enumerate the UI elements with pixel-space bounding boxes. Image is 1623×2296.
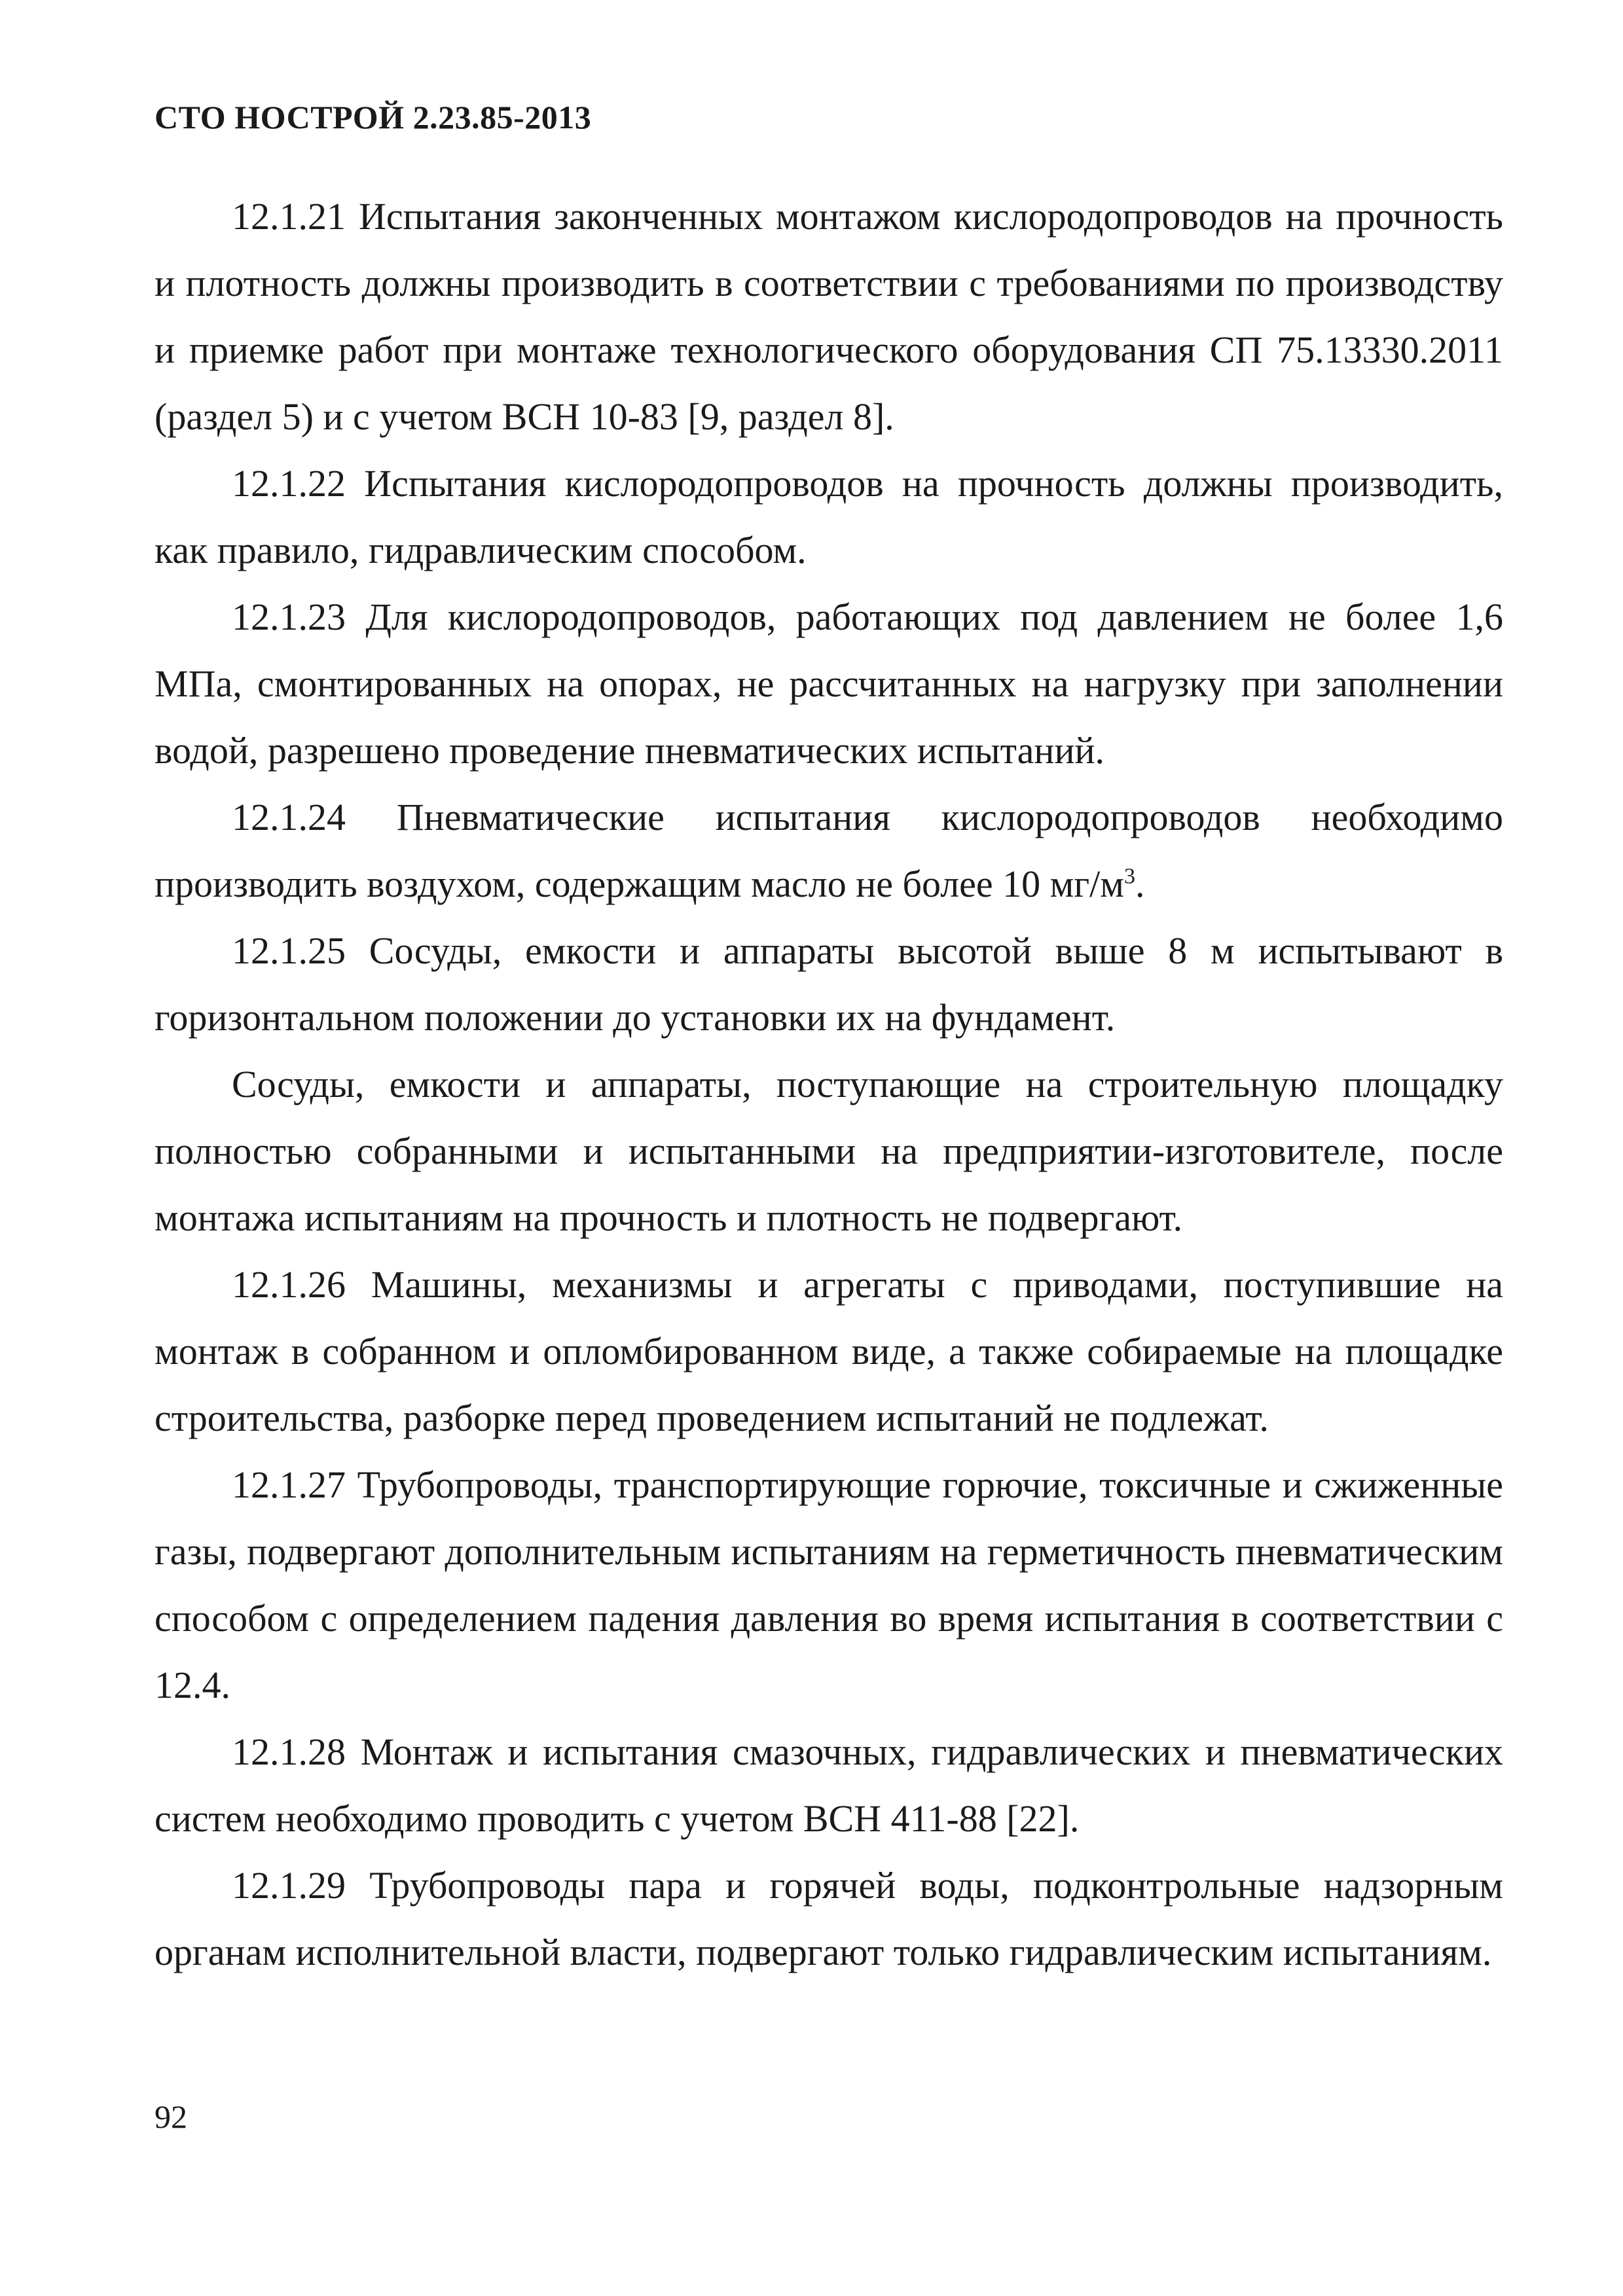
paragraph-text: Сосуды, емкости и аппараты, поступающие на строительную площадку полностью собранными и испытанными на предприятии-изготовителе, после монтажа испытаниям на прочность и плотность не подвергают. — [155, 1063, 1503, 1239]
paragraph-12-1-23 — [155, 584, 1503, 784]
paragraph-text: Испытания кислородопроводов на прочность должны производить, как правило, гидравлическим способом. — [155, 462, 1504, 571]
document-header: СТО НОСТРОЙ 2.23.85-2013 — [155, 99, 592, 135]
paragraph-number: 12.1.29 — [232, 1864, 346, 1907]
paragraph-12-1-27 — [155, 1452, 1503, 1719]
page-number: 92 — [155, 2098, 187, 2135]
paragraph-text: Пневматические испытания кислородопроводов необходимо производить воздухом, содержащим масло не более 10 мг/м — [155, 796, 1504, 905]
paragraph-number: 12.1.21 — [232, 195, 346, 238]
paragraph-12-1-24 — [155, 784, 1503, 918]
paragraph-text-end: . — [1135, 863, 1145, 905]
paragraph-12-1-26 — [155, 1251, 1503, 1452]
unit-superscript: 3 — [1123, 864, 1135, 889]
paragraph-text: Для кислородопроводов, работающих под давлением не более 1,6 МПа, смонтированных на опорах, не рассчитанных на нагрузку при заполнении водой, разрешено проведение пневматических испытаний. — [155, 596, 1504, 772]
paragraph-text: Машины, механизмы и агрегаты с приводами, поступившие на монтаж в собранном и опломбированном виде, а также собираемые на площадке строительства, разборке перед проведением испытаний не подлежат. — [155, 1263, 1503, 1439]
paragraph-number: 12.1.22 — [232, 462, 346, 505]
paragraph-12-1-29 — [155, 1852, 1503, 1986]
paragraph-12-1-28 — [155, 1719, 1503, 1852]
paragraph-text: Испытания законченных монтажом кислородопроводов на прочность и плотность должны производить в соответствии с требованиями по производству и приемке работ при монтаже технологического оборудования СП 75.13330.2011 (раздел 5) и с учетом ВСН 10-83 [9, раздел 8]. — [155, 195, 1504, 438]
paragraph-number: 12.1.26 — [232, 1263, 346, 1306]
paragraph-number: 12.1.27 — [232, 1463, 346, 1506]
paragraph-12-1-22 — [155, 450, 1503, 584]
paragraph-12-1-25-continuation — [155, 1051, 1503, 1251]
paragraph-number: 12.1.23 — [232, 596, 346, 638]
paragraph-number: 12.1.24 — [232, 796, 346, 838]
paragraph-number: 12.1.25 — [232, 929, 346, 972]
paragraph-12-1-25 — [155, 918, 1503, 1051]
paragraph-text: Трубопроводы, транспортирующие горючие, токсичные и сжиженные газы, подвергают дополнительным испытаниям на герметичность пневматическим способом с определением падения давления во время испытания в соответствии с 12.4. — [155, 1463, 1503, 1706]
paragraph-12-1-21 — [155, 183, 1503, 450]
document-body — [155, 183, 1503, 1986]
paragraph-text: Трубопроводы пара и горячей воды, подконтрольные надзорным органам исполнительной власти, подвергают только гидравлическим испытаниям. — [155, 1864, 1503, 1973]
paragraph-number: 12.1.28 — [232, 1731, 346, 1773]
paragraph-text: Сосуды, емкости и аппараты высотой выше 8 м испытывают в горизонтальном положении до установки их на фундамент. — [155, 929, 1503, 1039]
paragraph-text: Монтаж и испытания смазочных, гидравлических и пневматических систем необходимо проводить с учетом ВСН 411-88 [22]. — [155, 1731, 1503, 1840]
